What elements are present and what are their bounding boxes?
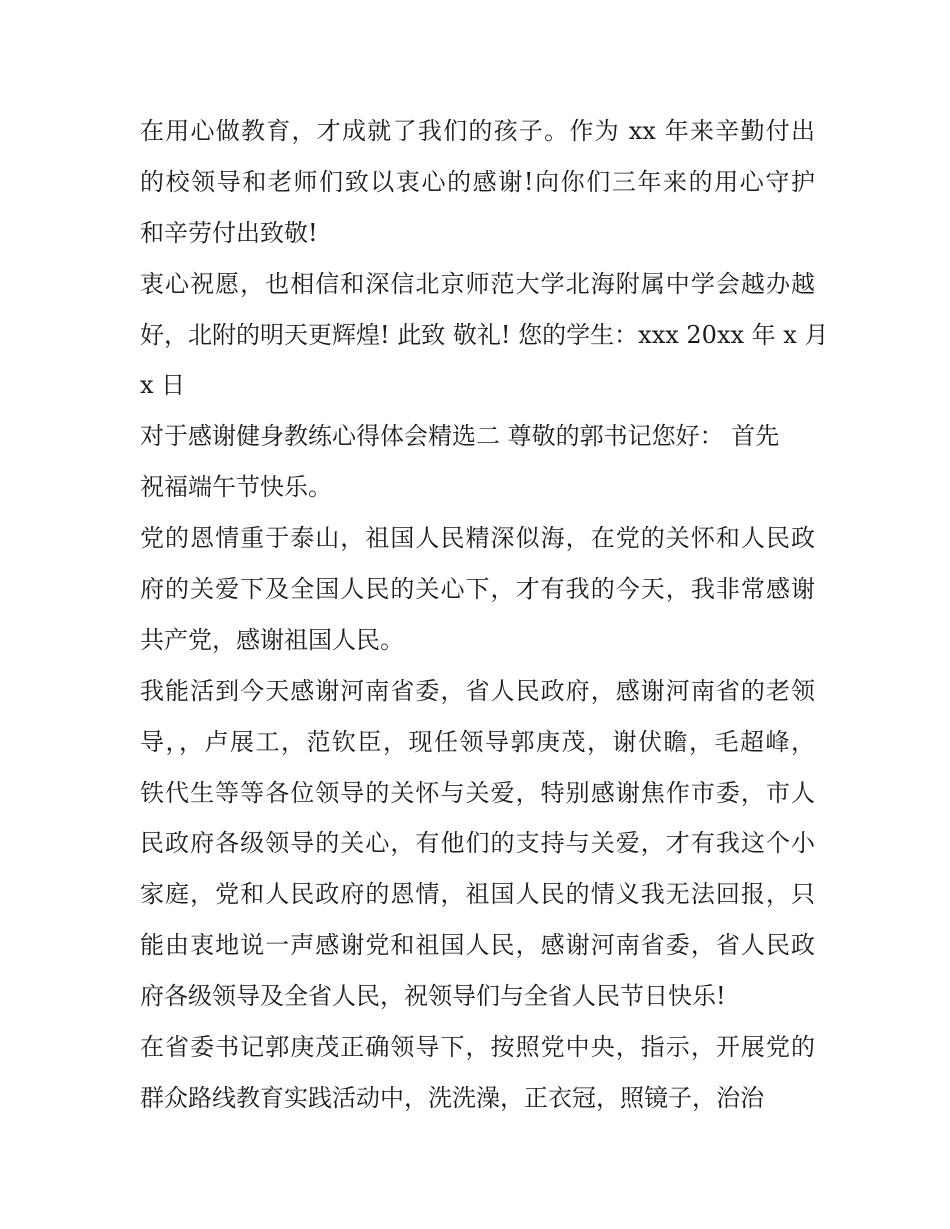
text-line: 铁代生等等各位领导的关怀与关爱，特别感谢焦作市委，市人: [140, 778, 815, 807]
text-line: 祝福端午节快乐。: [140, 473, 332, 502]
text-line: 好，北附的明天更辉煌! 此致 敬礼! 您的学生：xxx 20xx 年 x 月: [140, 320, 829, 349]
text-line: 衷心祝愿，也相信和深信北京师范大学北海附属中学会越办越: [140, 269, 815, 298]
document-body: [140, 106, 829, 1124]
text-line: 共产党，感谢祖国人民。: [140, 625, 404, 654]
text-line: 我能活到今天感谢河南省委，省人民政府，感谢河南省的老领: [140, 676, 815, 705]
text-line: 府各级领导及全省人民，祝领导们与全省人民节日快乐!: [140, 982, 726, 1011]
text-line: 民政府各级领导的关心，有他们的支持与关爱，才有我这个小: [140, 829, 815, 858]
text-line: 和辛劳付出致敬!: [140, 218, 318, 247]
text-line: 群众路线教育实践活动中，洗洗澡，正衣冠，照镜子，治治: [140, 1083, 764, 1112]
text-line: 党的恩情重于泰山，祖国人民精深似海，在党的关怀和人民政: [140, 524, 815, 553]
text-line: 对于感谢健身教练心得体会精选二 尊敬的郭书记您好： 首先: [140, 422, 780, 451]
text-line: 导，，卢展工，范钦臣，现任领导郭庚茂，谢伏瞻，毛超峰，: [140, 727, 815, 756]
text-line: 在用心做教育，才成就了我们的孩子。作为 xx 年来辛勤付出: [140, 117, 815, 145]
text-line: 的校领导和老师们致以衷心的感谢!向你们三年来的用心守护: [140, 167, 815, 196]
text-line: 府的关爱下及全国人民的关心下，才有我的今天，我非常感谢: [140, 575, 815, 604]
text-line: 能由衷地说一声感谢党和祖国人民，感谢河南省委，省人民政: [140, 931, 815, 960]
text-line: x 日: [140, 371, 186, 400]
text-line: 家庭，党和人民政府的恩情，祖国人民的情义我无法回报，只: [140, 880, 815, 909]
text-line: 在省委书记郭庚茂正确领导下，按照党中央，指示，开展党的: [140, 1033, 815, 1062]
